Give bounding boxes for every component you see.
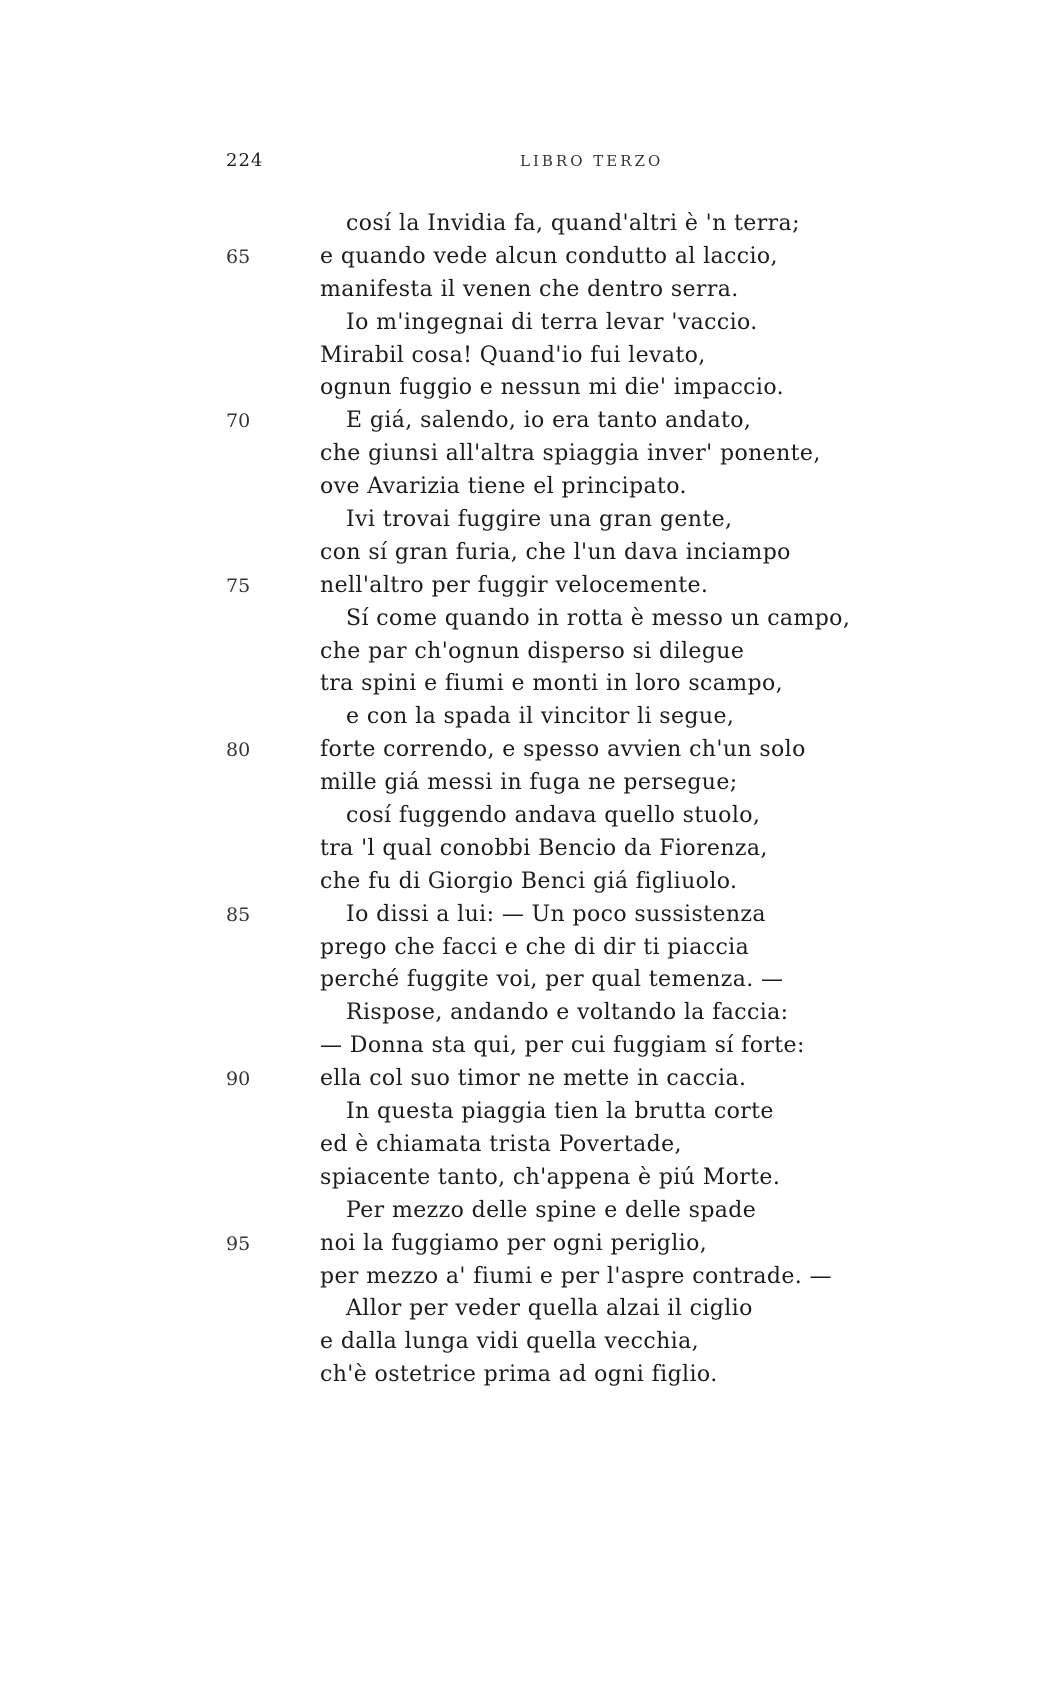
verse-text: e dalla lunga vidi quella vecchia, xyxy=(320,1329,699,1355)
verse-text: Mirabil cosa! Quand'io fui levato, xyxy=(320,342,706,368)
verse-text: In questa piaggia tien la brutta corte xyxy=(346,1099,774,1125)
verse-line xyxy=(0,340,1047,373)
verse-text: per mezzo a' fiumi e per l'aspre contrade. — xyxy=(320,1263,832,1289)
verse-text: prego che facci e che di dir ti piaccia xyxy=(320,934,750,960)
verse-line xyxy=(0,701,1047,734)
verse-line xyxy=(0,767,1047,800)
verse-text: Allor per veder quella alzai il ciglio xyxy=(346,1296,753,1322)
verse-text: con sí gran furia, che l'un dava inciampo xyxy=(320,539,791,565)
verse-line xyxy=(0,932,1047,965)
verse-line xyxy=(0,570,1047,603)
verse-text: E giá, salendo, io era tanto andato, xyxy=(346,408,752,434)
verse-text: ove Avarizia tiene el principato. xyxy=(320,474,687,500)
poem-body xyxy=(0,208,1047,1392)
verse-line xyxy=(0,405,1047,438)
verse-text: e quando vede alcun condutto al laccio, xyxy=(320,243,778,269)
verse-line xyxy=(0,1096,1047,1129)
verse-line xyxy=(0,307,1047,340)
verse-line xyxy=(0,1293,1047,1326)
verse-line xyxy=(0,833,1047,866)
verse-line xyxy=(0,899,1047,932)
verse-line xyxy=(0,1030,1047,1063)
line-number: 65 xyxy=(226,245,251,268)
verse-line xyxy=(0,372,1047,405)
verse-line xyxy=(0,471,1047,504)
verse-line xyxy=(0,800,1047,833)
verse-line xyxy=(0,504,1047,537)
verse-text: Io dissi a lui: — Un poco sussistenza xyxy=(346,901,766,927)
line-number: 75 xyxy=(226,574,251,597)
verse-text: mille giá messi in fuga ne persegue; xyxy=(320,770,738,796)
verse-line xyxy=(0,1326,1047,1359)
verse-line xyxy=(0,866,1047,899)
verse-text: tra spini e fiumi e monti in loro scampo, xyxy=(320,671,784,697)
verse-text: forte correndo, e spesso avvien ch'un solo xyxy=(320,737,806,763)
verse-line xyxy=(0,537,1047,570)
verse-line xyxy=(0,1228,1047,1261)
verse-text: noi la fuggiamo per ogni periglio, xyxy=(320,1230,708,1256)
verse-text: Per mezzo delle spine e delle spade xyxy=(346,1197,757,1223)
verse-line xyxy=(0,603,1047,636)
verse-text: ognun fuggio e nessun mi die' impaccio. xyxy=(320,375,784,401)
verse-text: Ivi trovai fuggire una gran gente, xyxy=(346,507,733,533)
verse-text: ed è chiamata trista Povertade, xyxy=(320,1131,682,1157)
verse-text: cosí la Invidia fa, quand'altri è 'n terra; xyxy=(346,211,800,236)
verse-line xyxy=(0,241,1047,274)
running-title: LIBRO TERZO xyxy=(520,152,664,170)
verse-line xyxy=(0,1162,1047,1195)
verse-line xyxy=(0,274,1047,307)
verse-line xyxy=(0,1195,1047,1228)
verse-line xyxy=(0,668,1047,701)
verse-line xyxy=(0,1359,1047,1392)
verse-text: manifesta il venen che dentro serra. xyxy=(320,276,739,302)
verse-text: nell'altro per fuggir velocemente. xyxy=(320,572,709,598)
line-number: 85 xyxy=(226,903,251,926)
verse-text: tra 'l qual conobbi Bencio da Fiorenza, xyxy=(320,835,768,861)
verse-line xyxy=(0,734,1047,767)
verse-line xyxy=(0,1129,1047,1162)
line-number: 80 xyxy=(226,739,251,762)
verse-line xyxy=(0,438,1047,471)
verse-line xyxy=(0,1063,1047,1096)
verse-line xyxy=(0,1261,1047,1294)
verse-text: che fu di Giorgio Benci giá figliuolo. xyxy=(320,868,738,894)
verse-text: che par ch'ognun disperso si dilegue xyxy=(320,638,745,664)
line-number: 90 xyxy=(226,1068,251,1091)
verse-text: che giunsi all'altra spiaggia inver' ponente, xyxy=(320,441,821,467)
page-number: 224 xyxy=(226,150,264,171)
verse-text: Rispose, andando e voltando la faccia: xyxy=(346,1000,789,1026)
verse-line xyxy=(0,208,1047,241)
line-number: 95 xyxy=(226,1232,251,1255)
verse-text: cosí fuggendo andava quello stuolo, xyxy=(346,803,761,829)
verse-text: e con la spada il vincitor li segue, xyxy=(346,704,735,730)
line-number: 70 xyxy=(226,410,251,433)
verse-line xyxy=(0,964,1047,997)
verse-text: spiacente tanto, ch'appena è piú Morte. xyxy=(320,1164,781,1190)
verse-text: — Donna sta qui, per cui fuggiam sí forte: xyxy=(320,1033,805,1059)
verse-text: Io m'ingegnai di terra levar 'vaccio. xyxy=(346,309,758,335)
verse-text: Sí come quando in rotta è messo un campo, xyxy=(346,605,851,631)
verse-text: perché fuggite voi, per qual temenza. — xyxy=(320,967,784,993)
verse-text: ch'è ostetrice prima ad ogni figlio. xyxy=(320,1362,718,1388)
verse-line xyxy=(0,997,1047,1030)
verse-line xyxy=(0,636,1047,669)
running-head xyxy=(0,150,1047,180)
verse-text: ella col suo timor ne mette in caccia. xyxy=(320,1066,747,1092)
